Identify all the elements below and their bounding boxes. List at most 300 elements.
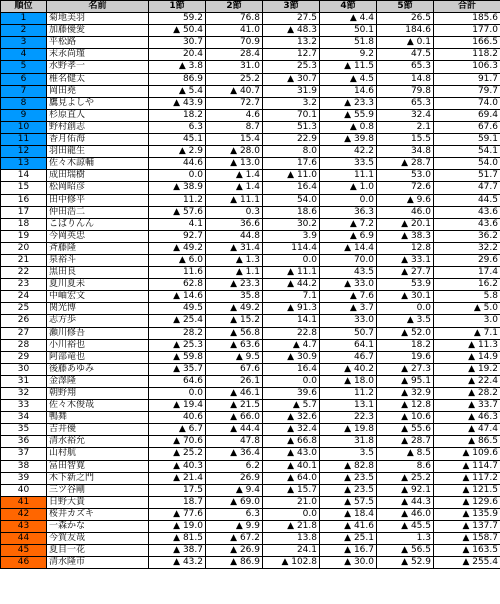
rank-cell: 40 bbox=[1, 484, 47, 496]
section2-cell: ▲ 15.2 bbox=[206, 315, 263, 327]
section1-cell: ▲ 14.6 bbox=[149, 291, 206, 303]
table-row bbox=[1, 484, 500, 496]
total-cell: 43.6 bbox=[434, 206, 500, 218]
table-row bbox=[1, 388, 500, 400]
section2-cell: ▲ 56.8 bbox=[206, 327, 263, 339]
section3-cell: 8.0 bbox=[263, 146, 320, 158]
rank-cell: 25 bbox=[1, 303, 47, 315]
section5-cell: ▲ 30.1 bbox=[377, 291, 434, 303]
section3-cell: ▲ 4.7 bbox=[263, 339, 320, 351]
section4-cell: ▲ 7.6 bbox=[320, 291, 377, 303]
section1-cell: 92.7 bbox=[149, 230, 206, 242]
section1-cell: ▲ 57.6 bbox=[149, 206, 206, 218]
name-cell: 斉藤隆 bbox=[47, 242, 149, 254]
section2-cell: 67.6 bbox=[206, 363, 263, 375]
section5-cell: ▲ 38.3 bbox=[377, 230, 434, 242]
section2-cell: ▲ 13.0 bbox=[206, 158, 263, 170]
section5-cell: 18.2 bbox=[377, 339, 434, 351]
name-cell: 吉井優 bbox=[47, 424, 149, 436]
total-cell: 177.0 bbox=[434, 25, 500, 37]
section1-cell: 20.4 bbox=[149, 49, 206, 61]
rank-cell: 26 bbox=[1, 315, 47, 327]
table-row bbox=[1, 267, 500, 279]
section5-cell: 184.6 bbox=[377, 25, 434, 37]
section4-cell: ▲ 11.5 bbox=[320, 61, 377, 73]
total-cell: 29.6 bbox=[434, 254, 500, 266]
section4-cell: ▲ 16.7 bbox=[320, 545, 377, 557]
column-header: 5節 bbox=[377, 1, 434, 13]
section3-cell: ▲ 40.1 bbox=[263, 460, 320, 472]
table-row bbox=[1, 291, 500, 303]
total-cell: ▲ 129.6 bbox=[434, 496, 500, 508]
section5-cell: 79.8 bbox=[377, 85, 434, 97]
total-cell: ▲ 137.7 bbox=[434, 521, 500, 533]
section3-cell: ▲ 21.8 bbox=[263, 521, 320, 533]
name-cell: 野村創志 bbox=[47, 121, 149, 133]
section1-cell: 86.9 bbox=[149, 73, 206, 85]
section5-cell: ▲ 33.1 bbox=[377, 254, 434, 266]
section2-cell: 31.0 bbox=[206, 61, 263, 73]
rank-cell: 32 bbox=[1, 388, 47, 400]
total-cell: ▲ 114.7 bbox=[434, 460, 500, 472]
section3-cell: ▲ 11.0 bbox=[263, 170, 320, 182]
section1-cell: ▲ 40.3 bbox=[149, 460, 206, 472]
section3-cell: ▲ 5.7 bbox=[263, 400, 320, 412]
total-cell: 17.4 bbox=[434, 267, 500, 279]
section5-cell: 8.6 bbox=[377, 460, 434, 472]
section1-cell: ▲ 25.4 bbox=[149, 315, 206, 327]
section4-cell: ▲ 1.0 bbox=[320, 182, 377, 194]
rank-cell: 19 bbox=[1, 230, 47, 242]
name-cell: 末永尚瑾 bbox=[47, 49, 149, 61]
section3-cell: 13.2 bbox=[263, 37, 320, 49]
section5-cell: 65.3 bbox=[377, 97, 434, 109]
section2-cell: ▲ 69.0 bbox=[206, 496, 263, 508]
rank-cell: 24 bbox=[1, 291, 47, 303]
section3-cell: 24.1 bbox=[263, 545, 320, 557]
table-row bbox=[1, 436, 500, 448]
header-row bbox=[1, 1, 500, 13]
section5-cell: ▲ 55.6 bbox=[377, 424, 434, 436]
section5-cell: ▲ 25.2 bbox=[377, 472, 434, 484]
table-row bbox=[1, 13, 500, 25]
rank-cell: 31 bbox=[1, 375, 47, 387]
section3-cell: ▲ 15.7 bbox=[263, 484, 320, 496]
section4-cell: ▲ 30.0 bbox=[320, 557, 377, 569]
section1-cell: 28.2 bbox=[149, 327, 206, 339]
rank-cell: 27 bbox=[1, 327, 47, 339]
section4-cell: ▲ 14.4 bbox=[320, 242, 377, 254]
section4-cell: ▲ 6.9 bbox=[320, 230, 377, 242]
table-row bbox=[1, 158, 500, 170]
section2-cell: ▲ 44.4 bbox=[206, 424, 263, 436]
rank-cell: 39 bbox=[1, 472, 47, 484]
section3-cell: ▲ 64.0 bbox=[263, 472, 320, 484]
section2-cell: 28.4 bbox=[206, 49, 263, 61]
total-cell: ▲ 117.2 bbox=[434, 472, 500, 484]
section5-cell: ▲ 44.3 bbox=[377, 496, 434, 508]
section4-cell: ▲ 40.2 bbox=[320, 363, 377, 375]
name-cell: 今賀友哉 bbox=[47, 533, 149, 545]
name-cell: 瀬川修吾 bbox=[47, 327, 149, 339]
name-cell: 羽田龍生 bbox=[47, 146, 149, 158]
section5-cell: ▲ 28.7 bbox=[377, 158, 434, 170]
table-row bbox=[1, 73, 500, 85]
total-cell: 51.7 bbox=[434, 170, 500, 182]
table-row bbox=[1, 412, 500, 424]
name-cell: こばりんん bbox=[47, 218, 149, 230]
section4-cell: 64.1 bbox=[320, 339, 377, 351]
name-cell: 泉裕斗 bbox=[47, 254, 149, 266]
name-cell: 金澤隆 bbox=[47, 375, 149, 387]
table-row bbox=[1, 375, 500, 387]
section2-cell: ▲ 11.1 bbox=[206, 194, 263, 206]
section3-cell: ▲ 102.8 bbox=[263, 557, 320, 569]
total-cell: 47.7 bbox=[434, 182, 500, 194]
table-row bbox=[1, 230, 500, 242]
table-row bbox=[1, 85, 500, 97]
section1-cell: ▲ 81.5 bbox=[149, 533, 206, 545]
section1-cell: ▲ 19.4 bbox=[149, 400, 206, 412]
section3-cell: 70.1 bbox=[263, 109, 320, 121]
section3-cell: 51.3 bbox=[263, 121, 320, 133]
section2-cell: ▲ 31.4 bbox=[206, 242, 263, 254]
section1-cell: ▲ 38.9 bbox=[149, 182, 206, 194]
total-cell: ▲ 28.2 bbox=[434, 388, 500, 400]
section1-cell: 17.5 bbox=[149, 484, 206, 496]
rank-cell: 11 bbox=[1, 134, 47, 146]
section1-cell: 4.1 bbox=[149, 218, 206, 230]
total-cell: 54.0 bbox=[434, 158, 500, 170]
rank-cell: 36 bbox=[1, 436, 47, 448]
rank-cell: 7 bbox=[1, 85, 47, 97]
section2-cell: 41.0 bbox=[206, 25, 263, 37]
name-cell: 中岫宏文 bbox=[47, 291, 149, 303]
section3-cell: 27.5 bbox=[263, 13, 320, 25]
section5-cell: 2.1 bbox=[377, 121, 434, 133]
section3-cell: 31.9 bbox=[263, 85, 320, 97]
section2-cell: ▲ 49.2 bbox=[206, 303, 263, 315]
rank-cell: 45 bbox=[1, 545, 47, 557]
section1-cell: 45.1 bbox=[149, 134, 206, 146]
section3-cell: 14.1 bbox=[263, 315, 320, 327]
table-row bbox=[1, 400, 500, 412]
section5-cell: 15.5 bbox=[377, 134, 434, 146]
total-cell: ▲ 255.4 bbox=[434, 557, 500, 569]
section3-cell: 22.8 bbox=[263, 327, 320, 339]
section2-cell: 8.7 bbox=[206, 121, 263, 133]
section3-cell: ▲ 30.7 bbox=[263, 73, 320, 85]
rank-cell: 16 bbox=[1, 194, 47, 206]
section5-cell: 72.6 bbox=[377, 182, 434, 194]
section5-cell: 19.6 bbox=[377, 351, 434, 363]
section4-cell: 22.3 bbox=[320, 412, 377, 424]
section1-cell: 6.3 bbox=[149, 121, 206, 133]
section4-cell: ▲ 4.5 bbox=[320, 73, 377, 85]
section1-cell: 40.6 bbox=[149, 412, 206, 424]
table-row bbox=[1, 448, 500, 460]
name-cell: 夏川夏未 bbox=[47, 279, 149, 291]
section2-cell: ▲ 23.3 bbox=[206, 279, 263, 291]
section4-cell: ▲ 25.1 bbox=[320, 533, 377, 545]
name-cell: 今岡英忠 bbox=[47, 230, 149, 242]
total-cell: ▲ 109.6 bbox=[434, 448, 500, 460]
section4-cell: 36.3 bbox=[320, 206, 377, 218]
section4-cell: ▲ 39.8 bbox=[320, 134, 377, 146]
section4-cell: 33.0 bbox=[320, 315, 377, 327]
section3-cell: ▲ 48.3 bbox=[263, 25, 320, 37]
section2-cell: 36.6 bbox=[206, 218, 263, 230]
total-cell: 44.5 bbox=[434, 194, 500, 206]
section4-cell: 14.6 bbox=[320, 85, 377, 97]
section3-cell: 0.0 bbox=[263, 508, 320, 520]
section4-cell: 3.5 bbox=[320, 448, 377, 460]
name-cell: 仲田浩二 bbox=[47, 206, 149, 218]
table-row bbox=[1, 545, 500, 557]
table-row bbox=[1, 279, 500, 291]
table-body bbox=[1, 13, 500, 569]
section1-cell: ▲ 49.2 bbox=[149, 242, 206, 254]
section2-cell: ▲ 21.5 bbox=[206, 400, 263, 412]
section1-cell: ▲ 25.2 bbox=[149, 448, 206, 460]
section2-cell: ▲ 1.4 bbox=[206, 170, 263, 182]
rank-cell: 38 bbox=[1, 460, 47, 472]
rank-cell: 33 bbox=[1, 400, 47, 412]
total-cell: ▲ 33.7 bbox=[434, 400, 500, 412]
section4-cell: 33.5 bbox=[320, 158, 377, 170]
total-cell: ▲ 86.5 bbox=[434, 436, 500, 448]
section2-cell: 44.8 bbox=[206, 230, 263, 242]
section1-cell: ▲ 43.9 bbox=[149, 97, 206, 109]
table-row bbox=[1, 472, 500, 484]
section4-cell: ▲ 23.3 bbox=[320, 97, 377, 109]
section1-cell: 18.7 bbox=[149, 496, 206, 508]
total-cell: 59.1 bbox=[434, 134, 500, 146]
rank-cell: 1 bbox=[1, 13, 47, 25]
rank-cell: 18 bbox=[1, 218, 47, 230]
section2-cell: 26.9 bbox=[206, 472, 263, 484]
section2-cell: ▲ 86.9 bbox=[206, 557, 263, 569]
section1-cell: ▲ 43.2 bbox=[149, 557, 206, 569]
name-cell: 清水隆市 bbox=[47, 557, 149, 569]
rank-cell: 6 bbox=[1, 73, 47, 85]
section3-cell: 17.6 bbox=[263, 158, 320, 170]
section3-cell: ▲ 11.1 bbox=[263, 267, 320, 279]
table-row bbox=[1, 315, 500, 327]
section2-cell: 15.4 bbox=[206, 134, 263, 146]
table-row bbox=[1, 533, 500, 545]
section3-cell: 13.8 bbox=[263, 533, 320, 545]
total-cell: ▲ 22.4 bbox=[434, 375, 500, 387]
table-row bbox=[1, 170, 500, 182]
section3-cell: 3.9 bbox=[263, 230, 320, 242]
section3-cell: 21.0 bbox=[263, 496, 320, 508]
rank-cell: 2 bbox=[1, 25, 47, 37]
table-row bbox=[1, 37, 500, 49]
section1-cell: ▲ 6.0 bbox=[149, 254, 206, 266]
section5-cell: 26.5 bbox=[377, 13, 434, 25]
rank-cell: 34 bbox=[1, 412, 47, 424]
name-cell: 桜井カズキ bbox=[47, 508, 149, 520]
section4-cell: ▲ 23.5 bbox=[320, 484, 377, 496]
table-row bbox=[1, 134, 500, 146]
table-row bbox=[1, 424, 500, 436]
section3-cell: 0.0 bbox=[263, 375, 320, 387]
total-cell: ▲ 7.1 bbox=[434, 327, 500, 339]
section1-cell: ▲ 19.0 bbox=[149, 521, 206, 533]
name-cell: 香月佑海 bbox=[47, 134, 149, 146]
section4-cell: ▲ 18.4 bbox=[320, 508, 377, 520]
section4-cell: ▲ 82.8 bbox=[320, 460, 377, 472]
total-cell: ▲ 47.4 bbox=[434, 424, 500, 436]
section5-cell: ▲ 3.5 bbox=[377, 315, 434, 327]
section1-cell: ▲ 59.8 bbox=[149, 351, 206, 363]
name-cell: 小川裕也 bbox=[47, 339, 149, 351]
section3-cell: ▲ 44.2 bbox=[263, 279, 320, 291]
section1-cell: ▲ 6.7 bbox=[149, 424, 206, 436]
section5-cell: ▲ 52.0 bbox=[377, 327, 434, 339]
rank-cell: 4 bbox=[1, 49, 47, 61]
total-cell: 32.2 bbox=[434, 242, 500, 254]
rank-cell: 22 bbox=[1, 267, 47, 279]
name-cell: 松岡昭彦 bbox=[47, 182, 149, 194]
section5-cell: ▲ 10.6 bbox=[377, 412, 434, 424]
section5-cell: ▲ 8.5 bbox=[377, 448, 434, 460]
name-cell: 後藤あゆみ bbox=[47, 363, 149, 375]
section2-cell: 6.2 bbox=[206, 460, 263, 472]
rank-cell: 17 bbox=[1, 206, 47, 218]
section5-cell: 47.5 bbox=[377, 49, 434, 61]
name-cell: 椎名健太 bbox=[47, 73, 149, 85]
section4-cell: ▲ 41.6 bbox=[320, 521, 377, 533]
table-row bbox=[1, 508, 500, 520]
name-cell: 佐々木諒輔 bbox=[47, 158, 149, 170]
name-cell: 三ツ谷剛 bbox=[47, 484, 149, 496]
section4-cell: 50.7 bbox=[320, 327, 377, 339]
total-cell: 118.2 bbox=[434, 49, 500, 61]
table-row bbox=[1, 206, 500, 218]
rank-cell: 8 bbox=[1, 97, 47, 109]
section4-cell: 70.0 bbox=[320, 254, 377, 266]
section1-cell: ▲ 5.4 bbox=[149, 85, 206, 97]
section3-cell: ▲ 91.3 bbox=[263, 303, 320, 315]
section3-cell: 12.7 bbox=[263, 49, 320, 61]
section1-cell: ▲ 50.4 bbox=[149, 25, 206, 37]
section2-cell: 0.3 bbox=[206, 206, 263, 218]
section1-cell: ▲ 35.7 bbox=[149, 363, 206, 375]
name-cell: 朝野翔 bbox=[47, 388, 149, 400]
section3-cell: 7.1 bbox=[263, 291, 320, 303]
name-cell: 日野大貴 bbox=[47, 496, 149, 508]
section1-cell: ▲ 3.8 bbox=[149, 61, 206, 73]
name-cell: 鴨舞 bbox=[47, 412, 149, 424]
total-cell: 106.3 bbox=[434, 61, 500, 73]
table-row bbox=[1, 254, 500, 266]
name-cell: 加藤優愛 bbox=[47, 25, 149, 37]
section4-cell: 11.1 bbox=[320, 170, 377, 182]
section3-cell: 16.4 bbox=[263, 182, 320, 194]
table-row bbox=[1, 109, 500, 121]
section5-cell: ▲ 12.8 bbox=[377, 400, 434, 412]
rank-cell: 13 bbox=[1, 158, 47, 170]
name-cell: 一森かな bbox=[47, 521, 149, 533]
section1-cell: 59.2 bbox=[149, 13, 206, 25]
column-header: 順位 bbox=[1, 1, 47, 13]
total-cell: 3.0 bbox=[434, 315, 500, 327]
section3-cell: 114.4 bbox=[263, 242, 320, 254]
table-row bbox=[1, 218, 500, 230]
rank-cell: 5 bbox=[1, 61, 47, 73]
rank-cell: 14 bbox=[1, 170, 47, 182]
section5-cell: 53.9 bbox=[377, 279, 434, 291]
table-row bbox=[1, 363, 500, 375]
rank-cell: 35 bbox=[1, 424, 47, 436]
section2-cell: 72.7 bbox=[206, 97, 263, 109]
section4-cell: 9.2 bbox=[320, 49, 377, 61]
section5-cell: 46.0 bbox=[377, 206, 434, 218]
section2-cell: ▲ 1.3 bbox=[206, 254, 263, 266]
table-row bbox=[1, 351, 500, 363]
section2-cell: 25.2 bbox=[206, 73, 263, 85]
section5-cell: ▲ 95.1 bbox=[377, 375, 434, 387]
section2-cell: ▲ 36.4 bbox=[206, 448, 263, 460]
table-row bbox=[1, 496, 500, 508]
section1-cell: ▲ 2.9 bbox=[149, 146, 206, 158]
section4-cell: ▲ 55.9 bbox=[320, 109, 377, 121]
section2-cell: 76.8 bbox=[206, 13, 263, 25]
section2-cell: ▲ 28.0 bbox=[206, 146, 263, 158]
section2-cell: ▲ 1.1 bbox=[206, 267, 263, 279]
section1-cell: 11.6 bbox=[149, 267, 206, 279]
section1-cell: ▲ 21.4 bbox=[149, 472, 206, 484]
name-cell: 関光博 bbox=[47, 303, 149, 315]
table-row bbox=[1, 303, 500, 315]
section5-cell: ▲ 9.6 bbox=[377, 194, 434, 206]
section4-cell: 0.0 bbox=[320, 194, 377, 206]
section4-cell: 11.2 bbox=[320, 388, 377, 400]
name-cell: 冨田智寛 bbox=[47, 460, 149, 472]
section2-cell: 26.1 bbox=[206, 375, 263, 387]
total-cell: ▲ 121.5 bbox=[434, 484, 500, 496]
section1-cell: ▲ 25.3 bbox=[149, 339, 206, 351]
section2-cell: ▲ 67.2 bbox=[206, 533, 263, 545]
section1-cell: 44.6 bbox=[149, 158, 206, 170]
section5-cell: 32.4 bbox=[377, 109, 434, 121]
total-cell: 5.8 bbox=[434, 291, 500, 303]
rank-cell: 28 bbox=[1, 339, 47, 351]
table-row bbox=[1, 339, 500, 351]
section1-cell: 11.2 bbox=[149, 194, 206, 206]
rank-cell: 42 bbox=[1, 508, 47, 520]
name-cell: 成田瑞樹 bbox=[47, 170, 149, 182]
rank-cell: 21 bbox=[1, 254, 47, 266]
total-cell: 74.0 bbox=[434, 97, 500, 109]
section4-cell: ▲ 57.5 bbox=[320, 496, 377, 508]
name-cell: 木下新之門 bbox=[47, 472, 149, 484]
section2-cell: 4.6 bbox=[206, 109, 263, 121]
section5-cell: ▲ 28.7 bbox=[377, 436, 434, 448]
section5-cell: ▲ 46.0 bbox=[377, 508, 434, 520]
table-row bbox=[1, 121, 500, 133]
table-row bbox=[1, 49, 500, 61]
total-cell: ▲ 46.3 bbox=[434, 412, 500, 424]
rank-cell: 12 bbox=[1, 146, 47, 158]
column-header: 名前 bbox=[47, 1, 149, 13]
section4-cell: ▲ 23.5 bbox=[320, 472, 377, 484]
table-row bbox=[1, 61, 500, 73]
section2-cell: ▲ 40.7 bbox=[206, 85, 263, 97]
name-cell: 志方歩 bbox=[47, 315, 149, 327]
